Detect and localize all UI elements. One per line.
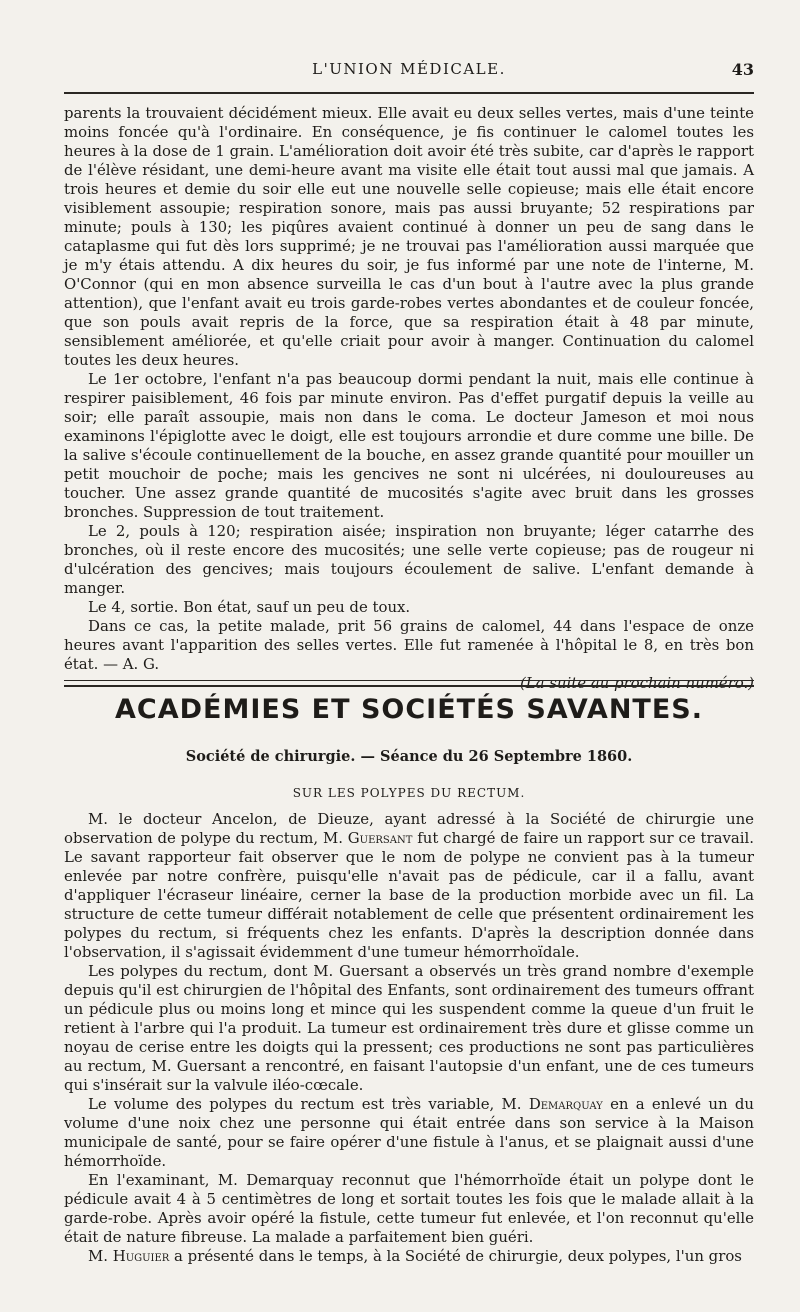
header-rule	[64, 92, 754, 94]
article-paragraph-2: Les polypes du rectum, dont M. Guersant a observés un très grand nombre d'exemple depuis qu'il est chirurgien de l'hôpital des Enfants, sont ordinairement des tumeurs offrant un pédicule plus ou moins long et mince qui les suspendent comme la queue d'un fruit le retient à l'arbre qui l'a produit. La tumeur est ordinairement très dure et glisse comme un noyau de cerise entre les doigts qui la pressent; ces productions ne sont pas particulières au rectum, M. Guersant a rencontré, en faisant l'autopsie d'un enfant, une de ces tumeurs qui s'insérait sur la valvule iléo-cœcale.	[64, 962, 754, 1094]
p5-text-b: a présenté dans le temps, à la Société de chirurgie, deux polypes, l'un gros	[169, 1247, 742, 1265]
running-title: L'UNION MÉDICALE.	[312, 60, 506, 78]
article-paragraph-4: En l'examinant, M. Demarquay reconnut que l'hémorrhoïde était un polype dont le pédicule avait 4 à 5 centimètres de long et sortait toutes les fois que le malade allait à la garde-robe. Après avoir opéré la fistule, cette tumeur fut enlevée, et l'on reconnut qu'elle était de nature fibreuse. La malade a parfaitement bien guéri.	[64, 1171, 754, 1246]
case-paragraph-5: Dans ce cas, la petite malade, prit 56 grains de calomel, 44 dans l'espace de onze heures avant l'apparition des selles vertes. Elle fut ramenée à l'hôpital le 8, en très bon état. — A. G.	[64, 617, 754, 673]
article-paragraph-5	[64, 1247, 754, 1266]
case-paragraph-2: Le 1er octobre, l'enfant n'a pas beaucoup dormi pendant la nuit, mais elle continue à respirer paisiblement, 46 fois par minute environ. Pas d'effet purgatif depuis la veille au soir; elle paraît assoupie, mais non dans le coma. Le docteur Jameson et moi nous examinons l'épiglotte avec le doigt, elle est toujours arrondie et dure comme une bille. De la salive s'écoule continuellement de la bouche, en assez grande quantité pour mouiller un petit mouchoir de poche; mais les gencives ne sont ni ulcérées, ni douloureuses au toucher. Une assez grande quantité de mucosités s'agite avec bruit dans les grosses bronches. Suppression de tout traitement.	[64, 370, 754, 521]
author-name-huguier: Huguier	[112, 1247, 170, 1265]
author-name-guersant: Guersant	[347, 829, 413, 847]
page-number: 43	[731, 60, 754, 79]
p1-text-a: M. le docteur Ancelon, de Dieuze, ayant adressé à la Société de chirurgie une observation de polype du rectum, M.	[64, 810, 754, 847]
page-header	[64, 60, 754, 84]
article-subject: SUR LES POLYPES DU RECTUM.	[292, 786, 526, 800]
section-rule	[64, 680, 754, 687]
case-paragraph-3: Le 2, pouls à 120; respiration aisée; inspiration non bruyante; léger catarrhe des bronches, où il reste encore des mucosités; une selle verte copieuse; pas de rougeur ni d'ulcération des gencives; mais toujours écoulement de salive. L'enfant demande à manger.	[64, 522, 754, 597]
p3-text-b: en a enlevé un du volume d'une noix chez une personne qui était entrée dans son service à la Maison municipale de santé, pour se faire opérer d'une fistule à l'anus, et se plaignait aussi d'une hémorrhoïde.	[64, 1095, 754, 1170]
article-paragraph-1	[64, 810, 754, 962]
p3-text-a: Le volume des polypes du rectum est très variable, M.	[88, 1095, 529, 1113]
author-name-demarquay: Demarquay	[528, 1095, 603, 1113]
case-paragraph-1: parents la trouvaient décidément mieux. Elle avait eu deux selles vertes, mais d'une teinte moins foncée qu'à l'ordinaire. En conséquence, je fis continuer le calomel toutes les heures à la dose de 1 grain. L'amélioration doit avoir été très subite, car d'après le rapport de l'élève résidant, une demi-heure avant ma visite elle était tout aussi mal que jamais. A trois heures et demie du soir elle eut une nouvelle selle copieuse; mais elle était encore visiblement assoupie; respiration sonore, mais pas aussi bruyante; 52 respirations par minute; pouls à 130; les piqûres avaient continué à donner un peu de sang dans le cataplasme qui fut dès lors supprimé; je ne trouvai pas l'amélioration aussi marquée que je m'y étais attendu. A dix heures du soir, je fus informé par une note de l'interne, M. O'Connor (qui en mon absence surveilla le cas d'un bout à l'autre avec la plus grande attention), que l'enfant avait eu trois garde-robes vertes abondantes et de couleur foncée, que son pouls avait repris de la force, que sa respiration était à 48 par minute, sensiblement améliorée, et qu'elle criait pour avoir à manger. Continuation du calomel toutes les deux heures.	[64, 104, 754, 369]
p1-text-b: fut chargé de faire un rapport sur ce travail. Le savant rapporteur fait observer que le nom de polype ne convient pas à la tumeur enlevée par notre confrère, puisqu'elle n'avait pas de pédicule, car il a fallu, avant d'appliquer l'écraseur linéaire, cerner la base de la production morbide avec un fil. La structure de cette tumeur différait notablement de celle que présentent ordinairement les polypes du rectum, si fréquents chez les enfants. D'après la description donnée dans l'observation, il s'agissait évidemment d'une tumeur hémorrhoïdale.	[64, 829, 754, 961]
continuation-note: (La suite au prochain numéro.)	[519, 674, 754, 692]
case-paragraph-4: Le 4, sortie. Bon état, sauf un peu de toux.	[88, 598, 411, 616]
case-report	[64, 104, 754, 693]
society-session-line: Société de chirurgie. — Séance du 26 Septembre 1860.	[185, 748, 633, 765]
section-title: ACADÉMIES ET SOCIÉTÉS SAVANTES.	[115, 694, 703, 725]
article-paragraph-3	[64, 1095, 754, 1171]
article-body	[64, 810, 754, 1266]
p5-text-a: M.	[88, 1247, 113, 1265]
